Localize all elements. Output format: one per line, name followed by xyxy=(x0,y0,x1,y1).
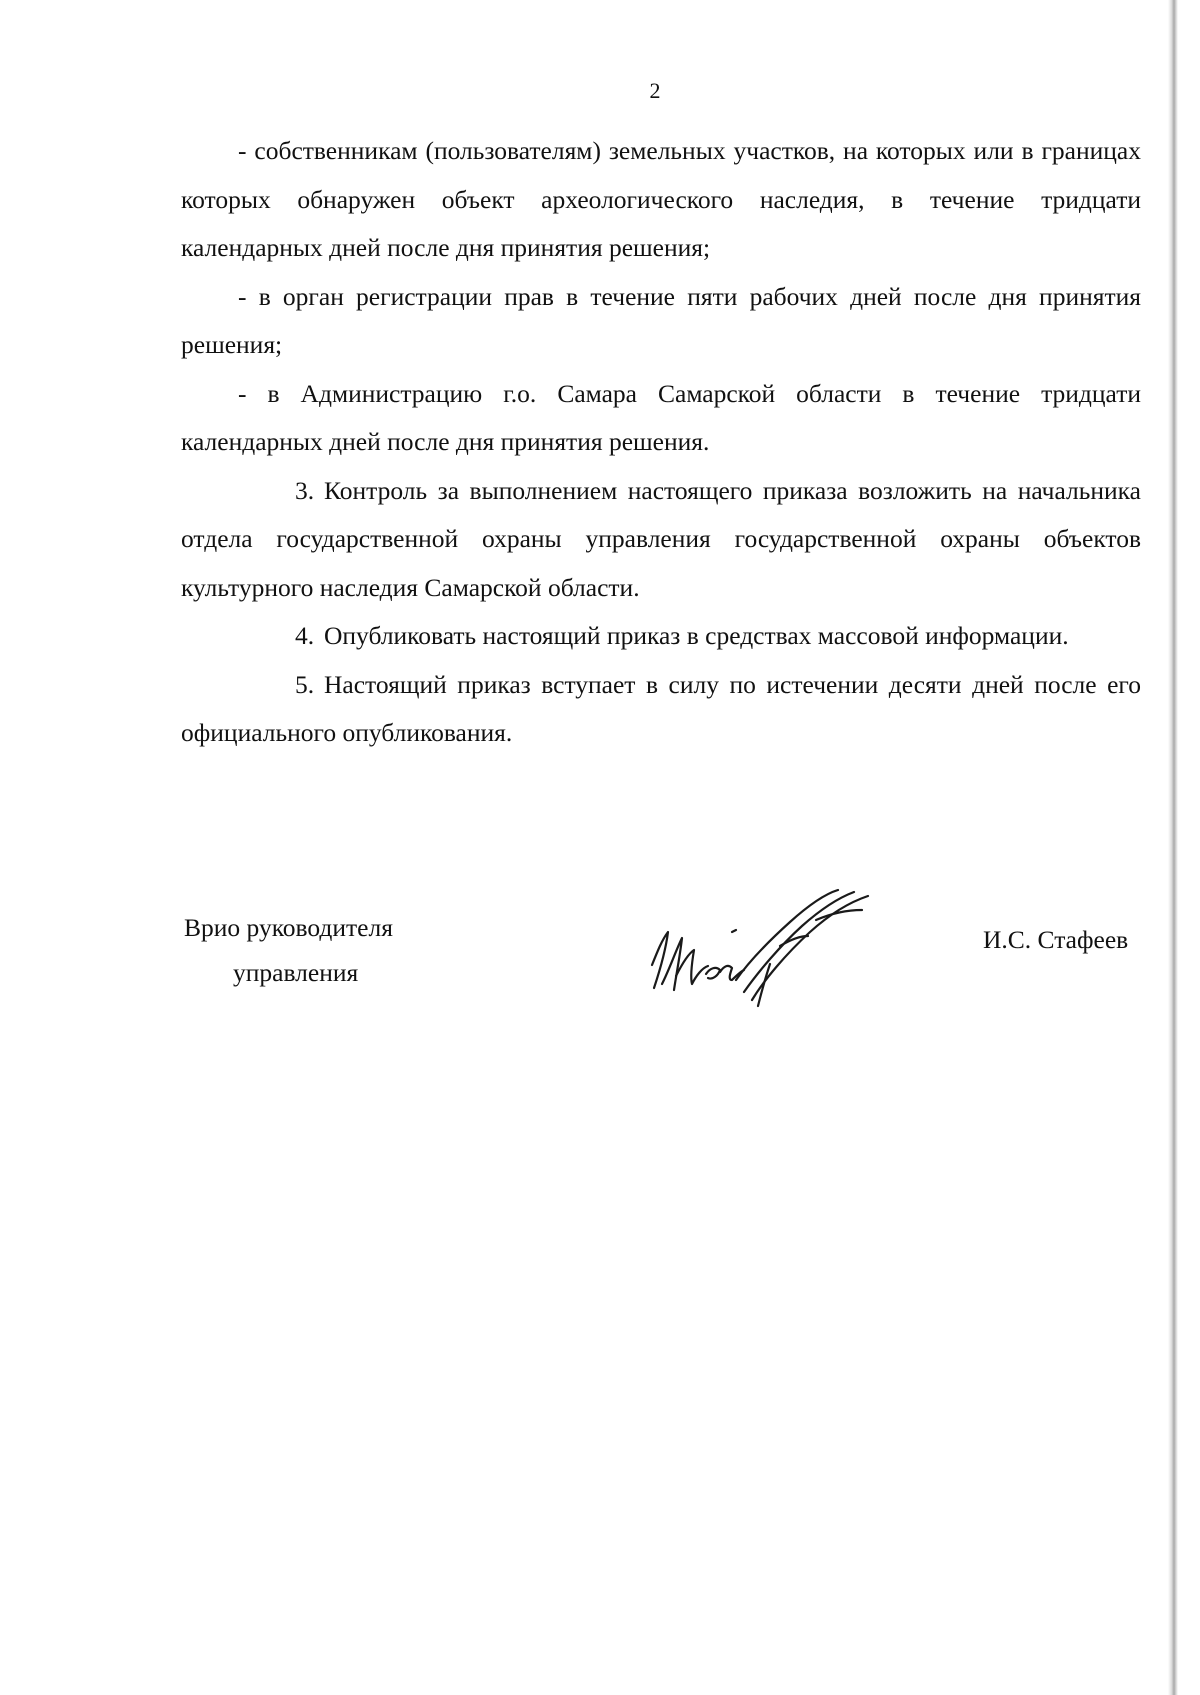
item-5-number: 5. xyxy=(295,669,315,699)
item-4-number: 4. xyxy=(295,621,315,650)
item-3-number: 3. xyxy=(295,475,315,505)
item-4-text: Опубликовать настоящий приказ в средствах массовой информации. xyxy=(324,621,1069,650)
handwritten-signature xyxy=(640,880,890,1020)
paragraph-administration: - в Администрацию г.о. Самара Самарской области в течение тридцати календарных дней после дня принятия решения. xyxy=(181,378,1141,456)
paragraph-owners: - собственникам (пользователям) земельных участков, на которых или в границах которых обнаружен объект археологического наследия, в течение тридцати календарных дней после дня принятия решения; xyxy=(181,136,1141,262)
item-3 xyxy=(181,467,1141,613)
signatory-name: И.С. Стафеев xyxy=(983,925,1129,954)
signature-block xyxy=(0,905,1200,1025)
signatory-position-line1: Врио руководителя xyxy=(184,913,393,942)
page-number: 2 xyxy=(649,78,661,103)
paragraph-registration: - в орган регистрации прав в течение пяти рабочих дней после дня принятия решения; xyxy=(181,281,1141,359)
item-5 xyxy=(181,661,1141,758)
signatory-position xyxy=(184,905,393,995)
item-4 xyxy=(181,612,1141,661)
document-body xyxy=(181,127,1141,758)
scan-page-edge xyxy=(1168,0,1178,1695)
item-5-text: Настоящий приказ вступает в силу по истечении десяти дней после его официального опубликования. xyxy=(181,669,1141,747)
signatory-position-line2: управления xyxy=(233,958,359,987)
item-3-text: Контроль за выполнением настоящего приказа возложить на начальника отдела государственной охраны управления государственной охраны объектов культурного наследия Самарской области. xyxy=(181,475,1141,602)
